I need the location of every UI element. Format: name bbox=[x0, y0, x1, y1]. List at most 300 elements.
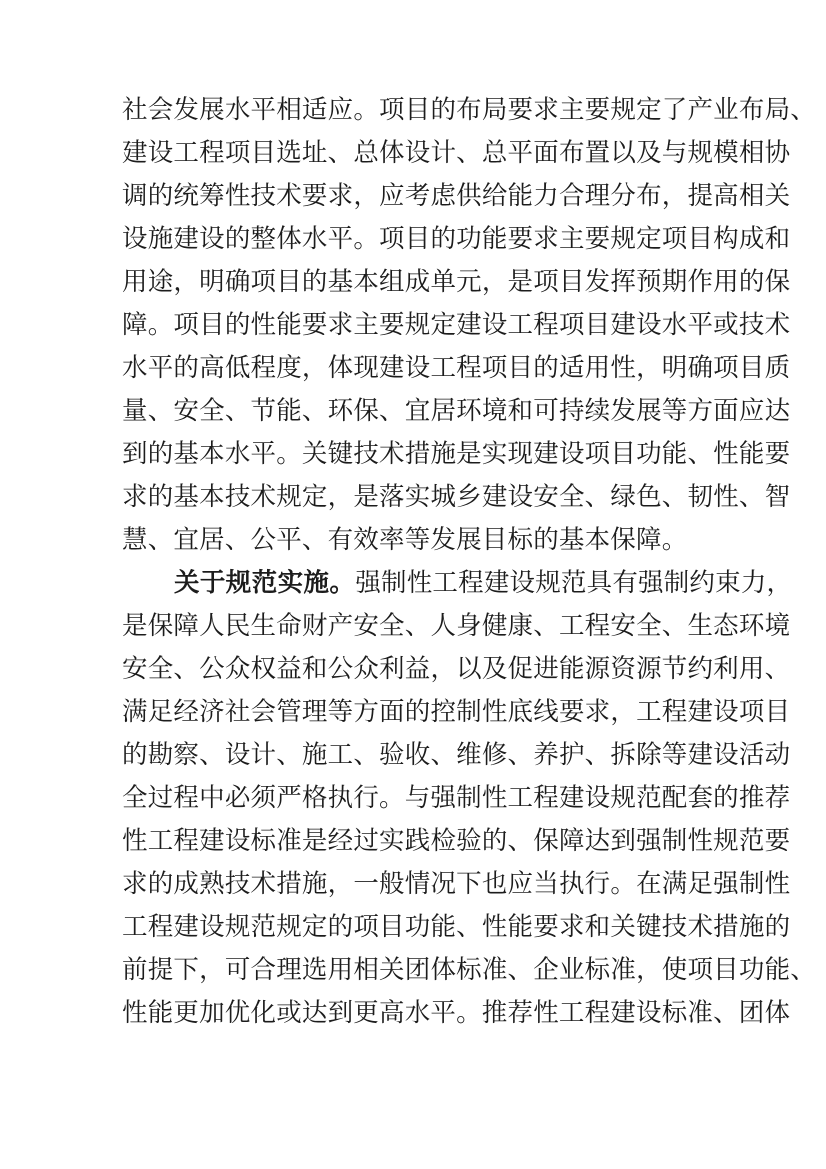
glyph: 执 bbox=[558, 869, 585, 898]
glyph: 促 bbox=[507, 654, 534, 683]
glyph: 的 bbox=[301, 267, 328, 296]
glyph: 命 bbox=[276, 611, 302, 640]
glyph: 续 bbox=[584, 396, 611, 425]
glyph: ， bbox=[636, 353, 662, 382]
glyph: 理 bbox=[301, 697, 328, 726]
glyph: 范 bbox=[738, 826, 765, 855]
text-line bbox=[122, 647, 791, 690]
glyph: 水 bbox=[224, 439, 251, 468]
glyph: 、 bbox=[507, 955, 534, 984]
glyph: 以 bbox=[610, 138, 637, 167]
glyph: 求 bbox=[122, 482, 148, 511]
glyph: 的 bbox=[430, 224, 457, 253]
glyph: 用 bbox=[584, 353, 611, 382]
glyph: 范 bbox=[250, 912, 277, 941]
glyph: 设 bbox=[404, 353, 431, 382]
glyph: 措 bbox=[404, 439, 431, 468]
glyph: 选 bbox=[301, 955, 328, 984]
glyph: 量 bbox=[122, 396, 148, 425]
glyph: 也 bbox=[481, 869, 508, 898]
glyph: 色 bbox=[636, 482, 662, 511]
glyph: 拆 bbox=[610, 740, 637, 769]
glyph: 求 bbox=[327, 310, 354, 339]
glyph: 目 bbox=[404, 95, 431, 124]
glyph: 保 bbox=[147, 611, 174, 640]
glyph: 全 bbox=[636, 611, 662, 640]
glyph: 理 bbox=[584, 181, 611, 210]
glyph: 体 bbox=[430, 955, 457, 984]
glyph: 提 bbox=[687, 181, 714, 210]
glyph: 关 bbox=[301, 439, 328, 468]
glyph: 使 bbox=[661, 955, 688, 984]
text-line bbox=[122, 174, 791, 217]
glyph: 计 bbox=[250, 740, 277, 769]
glyph: 与 bbox=[404, 783, 431, 812]
glyph: 是 bbox=[122, 611, 148, 640]
glyph: 目 bbox=[379, 912, 405, 941]
glyph: 、 bbox=[687, 439, 714, 468]
glyph: 基 bbox=[327, 267, 354, 296]
glyph: 建 bbox=[173, 224, 200, 253]
glyph: 境 bbox=[481, 396, 508, 425]
glyph: 前 bbox=[122, 955, 148, 984]
glyph: 的 bbox=[147, 869, 174, 898]
glyph: 是 bbox=[353, 482, 380, 511]
glyph: 施 bbox=[147, 224, 174, 253]
glyph: 、 bbox=[430, 740, 457, 769]
document-text-block bbox=[122, 88, 816, 1034]
glyph: 要 bbox=[764, 439, 791, 468]
glyph: 全 bbox=[122, 783, 148, 812]
glyph: 筹 bbox=[199, 181, 225, 210]
glyph: 主 bbox=[353, 310, 380, 339]
glyph: 主 bbox=[558, 95, 585, 124]
glyph: 平 bbox=[507, 138, 534, 167]
glyph: 目 bbox=[687, 224, 714, 253]
glyph: 。 bbox=[379, 783, 405, 812]
text-line bbox=[122, 432, 791, 475]
glyph: 强 bbox=[713, 869, 739, 898]
glyph: 基 bbox=[173, 482, 200, 511]
glyph: 性 bbox=[687, 826, 714, 855]
paragraph bbox=[122, 88, 816, 561]
glyph: 规 bbox=[610, 783, 637, 812]
glyph: 项 bbox=[558, 310, 585, 339]
glyph: 本 bbox=[353, 267, 380, 296]
glyph: 明 bbox=[199, 267, 225, 296]
glyph: 建 bbox=[687, 740, 714, 769]
line-text: 强制性工程建设规范具有强制约束力， bbox=[355, 568, 793, 597]
glyph: 布 bbox=[636, 181, 662, 210]
glyph: ， bbox=[173, 267, 200, 296]
glyph: 定 bbox=[301, 912, 328, 941]
glyph: 熟 bbox=[199, 869, 225, 898]
glyph: 下 bbox=[456, 869, 482, 898]
glyph: 、 bbox=[507, 740, 534, 769]
glyph: 障 bbox=[558, 826, 585, 855]
glyph: 态 bbox=[713, 611, 739, 640]
glyph: 高 bbox=[713, 181, 739, 210]
glyph: 检 bbox=[430, 826, 457, 855]
glyph: 康 bbox=[507, 611, 534, 640]
glyph: 或 bbox=[713, 310, 739, 339]
glyph: 工 bbox=[507, 783, 534, 812]
glyph: 应 bbox=[327, 95, 354, 124]
glyph: 般 bbox=[379, 869, 405, 898]
glyph: 的 bbox=[147, 181, 174, 210]
glyph: 目 bbox=[199, 310, 225, 339]
glyph: 设 bbox=[199, 912, 225, 941]
glyph: 的 bbox=[327, 912, 354, 941]
text-line bbox=[122, 862, 791, 905]
glyph: 勘 bbox=[147, 740, 174, 769]
glyph: 要 bbox=[507, 95, 534, 124]
glyph: 达 bbox=[764, 396, 791, 425]
glyph: 收 bbox=[404, 740, 431, 769]
glyph: 的 bbox=[173, 353, 200, 382]
glyph: 规 bbox=[276, 482, 302, 511]
glyph: 体 bbox=[276, 224, 302, 253]
glyph: 体 bbox=[327, 353, 354, 382]
glyph: 标 bbox=[250, 826, 277, 855]
glyph: 虑 bbox=[430, 181, 457, 210]
glyph: 套 bbox=[687, 783, 714, 812]
glyph: 性 bbox=[250, 310, 277, 339]
glyph: 环 bbox=[327, 396, 354, 425]
glyph: 障 bbox=[122, 310, 148, 339]
glyph: 了 bbox=[661, 95, 688, 124]
glyph: 建 bbox=[456, 310, 482, 339]
glyph: 面 bbox=[379, 697, 405, 726]
glyph: 水 bbox=[224, 95, 251, 124]
glyph: 平 bbox=[250, 439, 277, 468]
glyph: 应 bbox=[507, 869, 534, 898]
glyph: 工 bbox=[147, 826, 174, 855]
glyph: 须 bbox=[250, 783, 277, 812]
glyph: 及 bbox=[481, 654, 508, 683]
glyph: 权 bbox=[250, 654, 277, 683]
glyph: 、 bbox=[147, 396, 174, 425]
glyph: 节 bbox=[661, 654, 688, 683]
glyph: 程 bbox=[173, 826, 200, 855]
text-line bbox=[122, 776, 791, 819]
text-line bbox=[122, 905, 791, 948]
glyph: 目 bbox=[404, 224, 431, 253]
glyph: 应 bbox=[738, 396, 765, 425]
glyph: 挥 bbox=[610, 267, 637, 296]
glyph: 设 bbox=[636, 310, 662, 339]
glyph: 的 bbox=[713, 783, 739, 812]
glyph: 经 bbox=[327, 826, 354, 855]
glyph: 的 bbox=[224, 224, 251, 253]
glyph: 目 bbox=[713, 955, 739, 984]
glyph: 技 bbox=[224, 869, 251, 898]
glyph: 能 bbox=[507, 181, 534, 210]
glyph: 产 bbox=[327, 611, 354, 640]
glyph: 性 bbox=[224, 181, 251, 210]
glyph: 维 bbox=[456, 740, 482, 769]
glyph: 设 bbox=[224, 740, 251, 769]
glyph: 程 bbox=[147, 912, 174, 941]
glyph: 能 bbox=[764, 955, 791, 984]
glyph: 协 bbox=[764, 138, 791, 167]
glyph: 程 bbox=[173, 783, 200, 812]
glyph: ， bbox=[610, 697, 637, 726]
glyph: 度 bbox=[276, 353, 302, 382]
glyph: 韧 bbox=[687, 482, 714, 511]
text-line bbox=[122, 389, 791, 432]
glyph: 水 bbox=[661, 310, 688, 339]
glyph: 键 bbox=[327, 439, 354, 468]
glyph: 健 bbox=[481, 611, 508, 640]
glyph: 应 bbox=[379, 181, 405, 210]
glyph: 整 bbox=[250, 224, 277, 253]
glyph: 能 bbox=[481, 224, 508, 253]
glyph: 等 bbox=[661, 396, 688, 425]
glyph: 能 bbox=[276, 310, 302, 339]
glyph: 术 bbox=[379, 439, 405, 468]
glyph: 目 bbox=[250, 138, 277, 167]
glyph: 过 bbox=[353, 826, 380, 855]
glyph: 局 bbox=[481, 95, 508, 124]
glyph: 水 bbox=[122, 353, 148, 382]
glyph: 全 bbox=[147, 654, 174, 683]
glyph: 理 bbox=[276, 955, 302, 984]
glyph: 求 bbox=[533, 95, 559, 124]
glyph: 布 bbox=[558, 138, 585, 167]
glyph: 成 bbox=[173, 869, 200, 898]
glyph: 障 bbox=[173, 611, 200, 640]
glyph: 技 bbox=[250, 181, 277, 210]
glyph: 展 bbox=[636, 396, 662, 425]
glyph: 平 bbox=[687, 310, 714, 339]
glyph: 体 bbox=[379, 138, 405, 167]
glyph: 身 bbox=[456, 611, 482, 640]
glyph: 生 bbox=[250, 611, 277, 640]
glyph: 求 bbox=[558, 912, 585, 941]
glyph: 修 bbox=[481, 740, 508, 769]
glyph: ， bbox=[301, 353, 328, 382]
glyph: 能 bbox=[738, 439, 765, 468]
glyph: 求 bbox=[584, 697, 611, 726]
glyph: 调 bbox=[122, 181, 148, 210]
glyph: 的 bbox=[430, 95, 457, 124]
glyph: 关 bbox=[610, 912, 637, 941]
glyph: 会 bbox=[250, 697, 277, 726]
glyph: 供 bbox=[456, 181, 482, 210]
text-line bbox=[122, 690, 791, 733]
glyph: 现 bbox=[353, 353, 380, 382]
glyph: 准 bbox=[610, 955, 637, 984]
glyph: 建 bbox=[533, 439, 559, 468]
glyph: 生 bbox=[687, 611, 714, 640]
glyph: 用 bbox=[122, 267, 148, 296]
glyph: 用 bbox=[738, 654, 765, 683]
glyph: 、 bbox=[584, 740, 611, 769]
glyph: 行 bbox=[353, 783, 380, 812]
glyph: 、 bbox=[199, 740, 225, 769]
paragraph bbox=[122, 561, 816, 1034]
glyph: 与 bbox=[661, 138, 688, 167]
glyph: 技 bbox=[353, 439, 380, 468]
glyph: 途 bbox=[147, 267, 174, 296]
glyph: 利 bbox=[713, 654, 739, 683]
glyph: 满 bbox=[122, 697, 148, 726]
glyph: 当 bbox=[533, 869, 559, 898]
glyph: 利 bbox=[379, 654, 405, 683]
glyph: 技 bbox=[738, 310, 765, 339]
glyph: 面 bbox=[713, 396, 739, 425]
glyph: 到 bbox=[122, 439, 148, 468]
glyph: 设 bbox=[713, 697, 739, 726]
glyph: 功 bbox=[404, 912, 431, 941]
glyph: 平 bbox=[250, 95, 277, 124]
glyph: 项 bbox=[533, 267, 559, 296]
glyph: 能 bbox=[558, 654, 585, 683]
glyph: 保 bbox=[533, 826, 559, 855]
glyph: 能 bbox=[276, 396, 302, 425]
glyph: 明 bbox=[661, 353, 688, 382]
glyph: 项 bbox=[584, 439, 611, 468]
glyph: 格 bbox=[301, 783, 328, 812]
glyph: 实 bbox=[404, 482, 431, 511]
glyph: 设 bbox=[481, 310, 508, 339]
glyph: 程 bbox=[456, 353, 482, 382]
glyph: 布 bbox=[738, 95, 765, 124]
glyph: 项 bbox=[713, 353, 739, 382]
glyph: 构 bbox=[713, 224, 739, 253]
glyph: 合 bbox=[250, 955, 277, 984]
glyph: ， bbox=[430, 654, 457, 683]
glyph: ， bbox=[661, 181, 688, 210]
glyph: ， bbox=[327, 482, 354, 511]
glyph: 要 bbox=[379, 310, 405, 339]
glyph: 求 bbox=[533, 224, 559, 253]
glyph: 选 bbox=[276, 138, 302, 167]
glyph: 。 bbox=[610, 869, 637, 898]
glyph: 功 bbox=[636, 439, 662, 468]
glyph: 是 bbox=[456, 439, 482, 468]
glyph: 设 bbox=[122, 224, 148, 253]
glyph: 的 bbox=[764, 912, 791, 941]
glyph: ， bbox=[353, 181, 380, 210]
glyph: 实 bbox=[481, 439, 508, 468]
glyph: 址 bbox=[301, 138, 328, 167]
glyph: 规 bbox=[276, 912, 302, 941]
glyph: 经 bbox=[173, 697, 200, 726]
glyph: 要 bbox=[584, 224, 611, 253]
glyph: 建 bbox=[481, 482, 508, 511]
glyph: 性 bbox=[122, 826, 148, 855]
glyph: 适 bbox=[558, 353, 585, 382]
glyph: 、 bbox=[301, 396, 328, 425]
glyph: 考 bbox=[404, 181, 431, 210]
glyph: 要 bbox=[507, 224, 534, 253]
glyph: 智 bbox=[764, 482, 791, 511]
glyph: 建 bbox=[199, 826, 225, 855]
glyph: 公 bbox=[199, 654, 225, 683]
glyph: 业 bbox=[558, 955, 585, 984]
glyph: 期 bbox=[661, 267, 688, 296]
glyph: 规 bbox=[687, 138, 714, 167]
glyph: 执 bbox=[327, 783, 354, 812]
glyph: 工 bbox=[558, 611, 585, 640]
glyph: 项 bbox=[661, 224, 688, 253]
glyph: 总 bbox=[481, 138, 508, 167]
glyph: 建 bbox=[610, 310, 637, 339]
line-text: 性能更加优化或达到更高水平。推荐性工程建设标准、团体 bbox=[122, 998, 791, 1027]
glyph: 程 bbox=[533, 783, 559, 812]
glyph: 环 bbox=[738, 611, 765, 640]
glyph: ， bbox=[481, 267, 508, 296]
glyph: 设 bbox=[147, 138, 174, 167]
glyph: 方 bbox=[353, 697, 380, 726]
glyph: 验 bbox=[379, 740, 405, 769]
glyph: 施 bbox=[738, 912, 765, 941]
glyph: 程 bbox=[584, 611, 611, 640]
glyph: ， bbox=[327, 869, 354, 898]
glyph: 目 bbox=[610, 439, 637, 468]
glyph: 。 bbox=[147, 310, 174, 339]
glyph: 本 bbox=[199, 482, 225, 511]
glyph: 项 bbox=[379, 95, 405, 124]
glyph: 设 bbox=[713, 740, 739, 769]
glyph: 推 bbox=[738, 783, 765, 812]
glyph: 措 bbox=[713, 912, 739, 941]
glyph: 城 bbox=[430, 482, 457, 511]
glyph: 线 bbox=[533, 697, 559, 726]
glyph: 施 bbox=[430, 439, 457, 468]
glyph: 项 bbox=[353, 912, 380, 941]
glyph: 强 bbox=[430, 783, 457, 812]
glyph: 业 bbox=[713, 95, 739, 124]
glyph: 能 bbox=[430, 912, 457, 941]
glyph: 养 bbox=[533, 740, 559, 769]
glyph: 目 bbox=[276, 267, 302, 296]
glyph: 本 bbox=[199, 439, 225, 468]
glyph: 和 bbox=[507, 396, 534, 425]
glyph: 用 bbox=[713, 267, 739, 296]
glyph: 发 bbox=[584, 267, 611, 296]
glyph: 设 bbox=[404, 138, 431, 167]
glyph: 荐 bbox=[764, 783, 791, 812]
glyph: 社 bbox=[122, 95, 148, 124]
glyph: 范 bbox=[636, 783, 662, 812]
glyph: 相 bbox=[353, 955, 380, 984]
glyph: 、 bbox=[790, 95, 816, 124]
text-line bbox=[122, 131, 791, 174]
glyph: 平 bbox=[327, 224, 354, 253]
glyph: 众 bbox=[353, 654, 380, 683]
glyph: 以 bbox=[456, 654, 482, 683]
glyph: 求 bbox=[327, 181, 354, 210]
glyph: 工 bbox=[327, 740, 354, 769]
glyph: 术 bbox=[764, 310, 791, 339]
glyph: 规 bbox=[610, 95, 637, 124]
glyph: 方 bbox=[687, 396, 714, 425]
glyph: 布 bbox=[456, 95, 482, 124]
glyph: 能 bbox=[661, 439, 688, 468]
glyph: 元 bbox=[456, 267, 482, 296]
glyph: 全 bbox=[199, 396, 225, 425]
glyph: 术 bbox=[250, 482, 277, 511]
glyph: 、 bbox=[661, 482, 688, 511]
glyph: 面 bbox=[533, 138, 559, 167]
text-line bbox=[122, 518, 706, 561]
glyph: 统 bbox=[173, 181, 200, 210]
glyph: 规 bbox=[404, 310, 431, 339]
glyph: 全 bbox=[379, 611, 405, 640]
